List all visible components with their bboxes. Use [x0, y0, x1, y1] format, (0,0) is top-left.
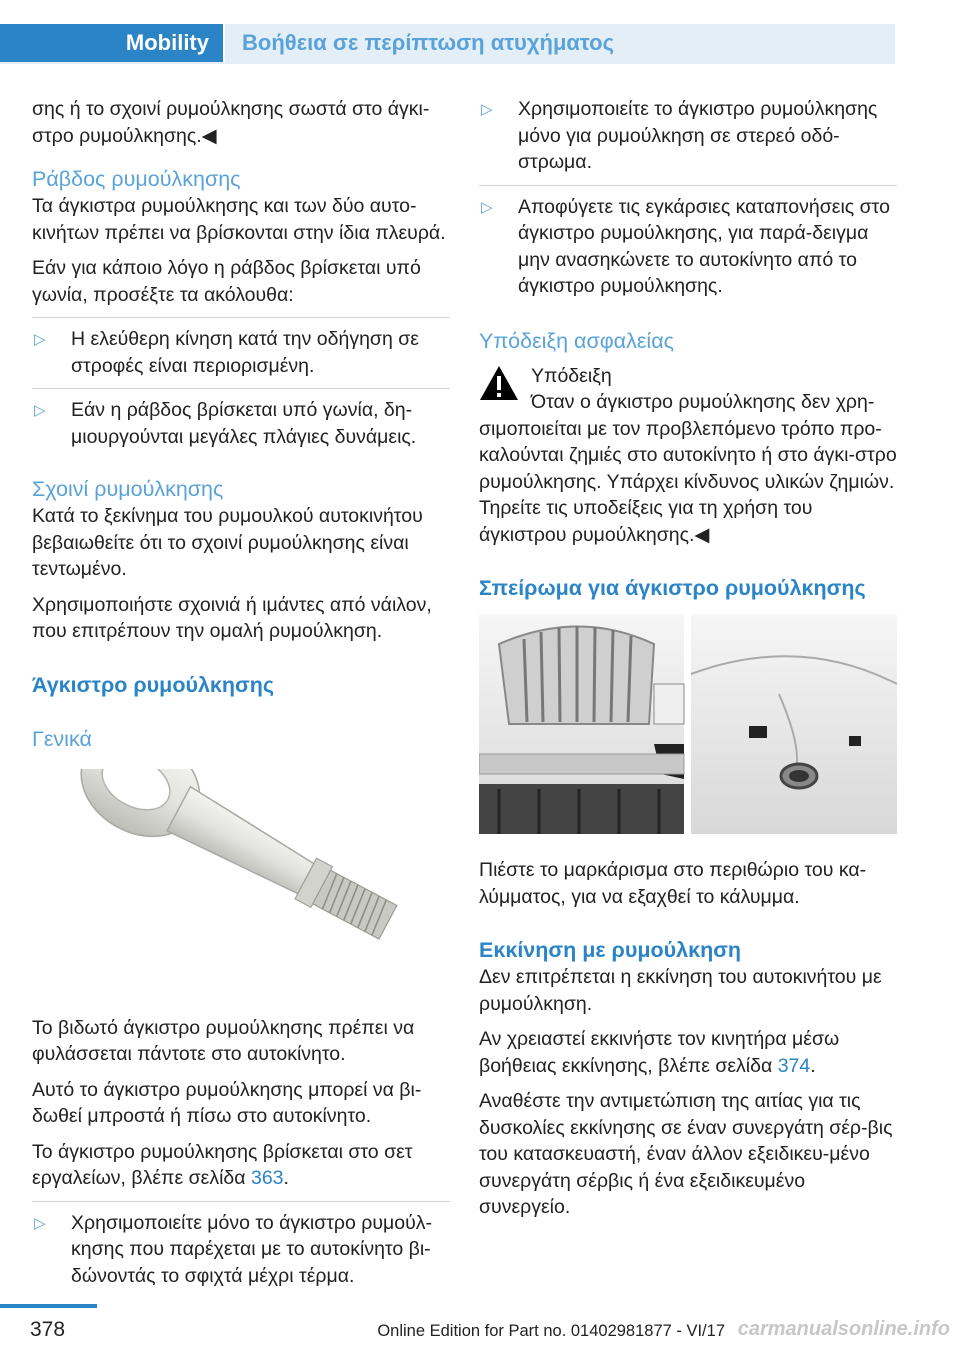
rod-paragraph-1: Τα άγκιστρα ρυμούλκησης και των δύο αυτο‐κινήτων πρέπει να βρίσκονται στην ίδια πλευρά. [32, 195, 446, 244]
thread-paragraph: Πιέστε το μαρκάρισμα στο περιθώριο του κα‐λύμματος, για να εξαχθεί το κάλυμμα. [479, 859, 867, 908]
tow-paragraph-1: Δεν επιτρέπεται η εκκίνηση του αυτοκινήτου με ρυμούλκηση. [479, 966, 882, 1015]
left-column [32, 96, 450, 1306]
hook-bullet-list [32, 1201, 450, 1299]
triangle-bullet-icon: ▷ [34, 331, 46, 348]
intro-paragraph: σης ή το σχοινί ρυμούλκησης σωστά στο άγκι‐στρο ρυμούλκησης.◀ [32, 98, 430, 147]
watermark-logo: carmanualsonline.info [737, 1318, 950, 1340]
rod-paragraph-2: Εάν για κάποιο λόγο η ράβδος βρίσκεται υπό γωνία, προσέξτε τα ακόλουθα: [32, 257, 421, 306]
safety-title: Υπόδειξη [531, 364, 612, 387]
safety-heading: Υπόδειξη ασφαλείας [479, 328, 674, 353]
warning-triangle-icon [479, 365, 519, 401]
towing-hook-illustration [32, 769, 450, 994]
hook-heading: Άγκιστρο ρυμούλκησης [32, 672, 275, 697]
hook-paragraph-3: Το άγκιστρο ρυμούλκησης βρίσκεται στο σετ εργαλείων, βλέπε σελίδα 363. [32, 1140, 413, 1189]
tab-mobility[interactable]: Mobility [0, 24, 223, 62]
rope-paragraph-1: Κατά το ξεκίνημα του ρυμουλκού αυτοκινήτου βεβαιωθείτε ότι το σχοινί ρυμούλκησης είναι τεντωμένο. [32, 505, 423, 580]
page-number: 378 [30, 1318, 66, 1341]
rod-heading: Ράβδος ρυμούλκησης [32, 167, 241, 191]
safety-text: σιμοποιείται με τον προβλεπόμενο τρόπο προ‐καλούνται ζημιές στο αυτοκίνητο ή στο άγκι‐στρο ρυμούλκησης. Υπάρχει κίνδυνος υλικών ζημιών. Τηρείτε τις υποδείξεις για τη χρήση του άγκιστρου ρυμούλκησης.◀ [479, 417, 897, 546]
page-link-374[interactable]: 374 [777, 1054, 811, 1077]
rope-paragraph-2: Χρησιμοποιήστε σχοινιά ή ιμάντες από νάιλον, που επιτρέπουν την ομαλή ρυμούλκηση. [32, 593, 432, 642]
tow-paragraph-3: Αναθέστε την αντιμετώπιση της αιτίας για τις δυσκολίες εκκίνησης σε έναν συνεργάτη σέρ‐βις του κατασκευαστή, έναν άλλον εξειδικευ‐μένο συνεργάτη σέρβις ή ένα εξειδικευμένο συνεργείο. [479, 1090, 893, 1218]
page-link-363[interactable]: 363 [250, 1167, 284, 1189]
list-item: ▷ Εάν η ράβδος βρίσκεται υπό γωνία, δη‐μιουργούνται μεγάλες πλάγιες δυνάμεις. [32, 388, 450, 459]
triangle-bullet-icon: ▷ [34, 1214, 46, 1232]
car-front-rear-illustration [479, 614, 897, 834]
page-header [0, 0, 895, 62]
list-item: ▷ Η ελεύθερη κίνηση κατά την οδήγηση σε στροφές είναι περιορισμένη. [32, 317, 450, 388]
safety-note [479, 363, 897, 549]
tow-start-heading: Εκκίνηση με ρυμούλκηση [479, 938, 742, 962]
rope-heading: Σχοινί ρυμούλκησης [32, 477, 224, 501]
header-underline [0, 62, 895, 64]
edition-text: Online Edition for Part no. 01402981877 - VI/17 [377, 1322, 725, 1340]
triangle-bullet-icon: ▷ [34, 402, 46, 419]
header-top-band [0, 0, 895, 24]
tab-accident-help[interactable]: Βοήθεια σε περίπτωση ατυχήματος [225, 24, 895, 62]
hook-paragraph-2: Αυτό το άγκιστρο ρυμούλκησης μπορεί να βι‐δωθεί μπροστά ή πίσω στο αυτοκίνητο. [32, 1078, 422, 1127]
footer-accent-line [0, 1304, 97, 1308]
triangle-bullet-icon: ▷ [481, 101, 493, 118]
thread-heading: Σπείρωμα για άγκιστρο ρυμούλκησης [479, 576, 866, 600]
right-column [479, 96, 897, 1230]
general-heading: Γενικά [32, 726, 92, 751]
rod-bullet-list [32, 317, 450, 459]
list-item: ▷ Χρησιμοποιείτε μόνο το άγκιστρο ρυμούλ‐κησης που παρέχεται με το αυτοκίνητο βι‐δώνοντάς το σφιχτά μέχρι τέρμα. [32, 1201, 450, 1299]
triangle-bullet-icon: ▷ [481, 198, 493, 216]
list-item: ▷ Αποφύγετε τις εγκάρσιες καταπονήσεις στο άγκιστρο ρυμούλκησης, για παρά‐δειγμα μην ανασηκώνετε το αυτοκίνητο από το άγκιστρο ρυμούλκησης. [479, 185, 897, 309]
right-bullet-list [479, 88, 897, 309]
list-item: ▷ Χρησιμοποιείτε το άγκιστρο ρυμούλκησης μόνο για ρυμούλκηση σε στερεό οδό‐στρωμα. [481, 98, 878, 173]
tow-paragraph-2: Αν χρειαστεί εκκινήστε τον κινητήρα μέσω βοήθειας εκκίνησης, βλέπε σελίδα 374. [479, 1028, 840, 1077]
hook-paragraph-1: Το βιδωτό άγκιστρο ρυμούλκησης πρέπει να φυλάσσεται πάντοτε στο αυτοκίνητο. [32, 1016, 415, 1065]
safety-text-line-1: Όταν ο άγκιστρο ρυμούλκησης δεν χρη‐ [531, 391, 875, 413]
